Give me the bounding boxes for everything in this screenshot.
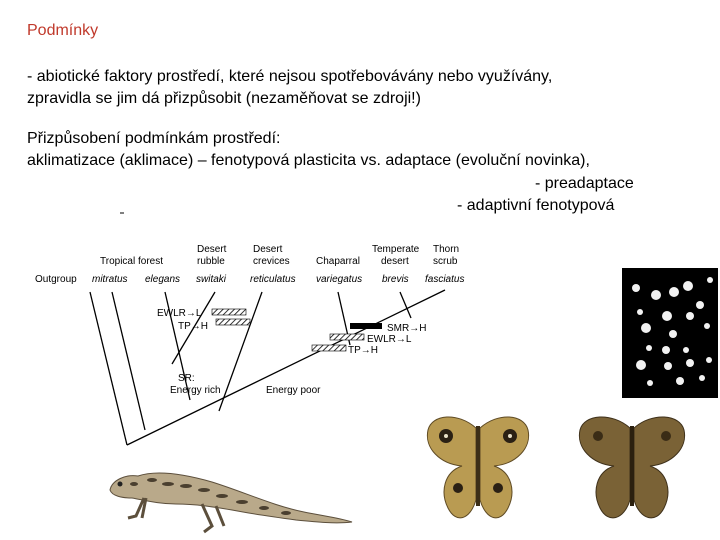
- habitat-thorn-2: scrub: [433, 256, 458, 267]
- taxon-reticulatus: reticulatus: [250, 274, 296, 285]
- gecko-image: [104, 460, 354, 538]
- adaptation-text: [27, 128, 590, 172]
- trait-energy-rich: Energy rich: [170, 385, 221, 396]
- butterflies-image: [418, 408, 700, 540]
- definition-line-1: - abiotické faktory prostředí, které nejsou spotřebovávány nebo využívány,: [27, 68, 553, 85]
- taxon-mitratus: mitratus: [92, 274, 128, 285]
- habitat-desert-crevices-2: crevices: [253, 256, 290, 267]
- habitat-desert-rubble-2: rubble: [197, 256, 225, 267]
- butterfly-dark: [579, 417, 684, 518]
- adaptation-line-2: aklimatizace (aklimace) – fenotypová plasticita vs. adaptace (evoluční novinka),: [27, 152, 590, 169]
- definition-line-2: zpravidla se jim dá přizpůsobit (nezaměňovat se zdroji!): [27, 90, 421, 107]
- habitat-desert-rubble-1: Desert: [197, 244, 227, 255]
- preadaptation-item: - preadaptace: [535, 175, 634, 192]
- trait-ewlr-2: EWLR→L: [367, 334, 412, 345]
- trait-bar-ewlr-1: [212, 309, 246, 315]
- conditions-definition: [27, 66, 552, 110]
- slide-title: Podmínky: [27, 22, 99, 39]
- habitat-tropical: Tropical forest: [100, 256, 163, 267]
- tree-branches: [90, 290, 445, 445]
- trait-bar-ewlr-2: [330, 334, 364, 340]
- adaptation-line-1: Přizpůsobení podmínkám prostředí:: [27, 130, 281, 147]
- trait-bar-tp-1: [216, 319, 250, 325]
- trait-sr: SR:: [178, 373, 195, 384]
- habitat-temperate-2: desert: [381, 256, 409, 267]
- trait-tp-2: TP→H: [348, 345, 378, 356]
- habitat-thorn-1: Thorn: [433, 244, 460, 255]
- butterfly-light: [427, 417, 528, 518]
- taxon-outgroup: Outgroup: [35, 274, 77, 285]
- trait-energy-poor: Energy poor: [266, 385, 321, 396]
- phylogenetic-tree: [0, 200, 470, 460]
- trait-bar-smr: [350, 323, 382, 329]
- habitat-desert-crevices-1: Desert: [253, 244, 283, 255]
- trait-tp-1: TP→H: [178, 321, 208, 332]
- adaptive-phenotype-item: - adaptivní fenotypová: [457, 197, 615, 214]
- taxon-variegatus: variegatus: [316, 274, 363, 285]
- habitat-temperate-1: Temperate: [372, 244, 420, 255]
- trait-ewlr-1: EWLR→L: [157, 308, 202, 319]
- trait-smr: SMR→H: [387, 323, 427, 334]
- taxon-switaki: switaki: [196, 274, 227, 285]
- trait-bar-tp-2: [312, 345, 346, 351]
- habitat-chaparral: Chaparral: [316, 256, 360, 267]
- taxon-fasciatus: fasciatus: [425, 274, 465, 285]
- seeds-photo: [622, 268, 718, 398]
- taxon-brevis: brevis: [382, 274, 409, 285]
- taxon-elegans: elegans: [145, 274, 181, 285]
